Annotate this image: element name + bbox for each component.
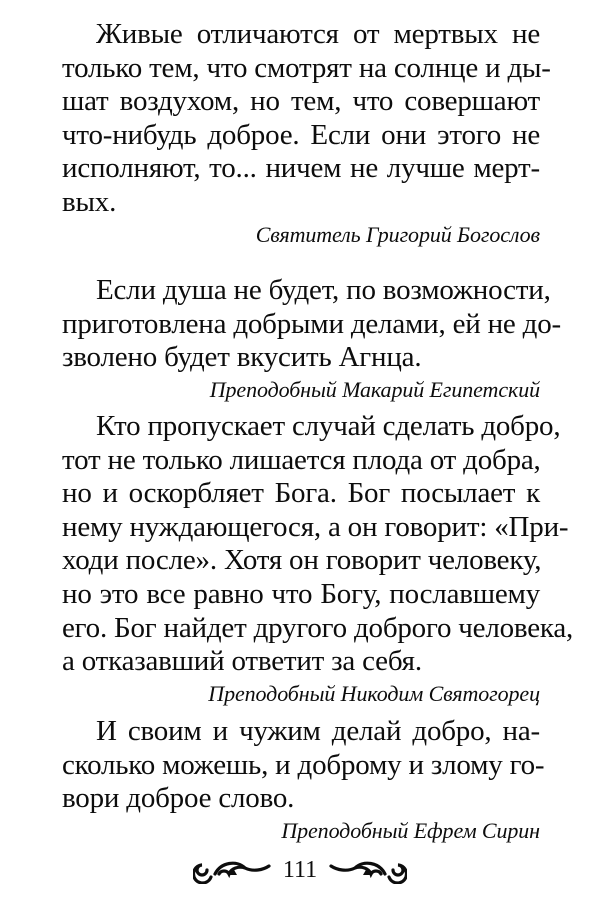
text-line: тот не только лишается плода от добра, bbox=[62, 443, 541, 476]
text-line: исполняют, то... ничем не лучше мерт- bbox=[62, 152, 540, 185]
text-line: а отказавший ответит за себя. bbox=[62, 645, 422, 678]
quote-4 bbox=[62, 715, 545, 846]
scroll-ornament-right-icon bbox=[327, 856, 407, 884]
quote-author: Преподобный Никодим Святогорец bbox=[208, 680, 540, 706]
text-line: Живые отличаются от мертвых не bbox=[96, 18, 540, 50]
quote-author: Преподобный Макарий Египетский bbox=[209, 376, 540, 402]
quote-text bbox=[62, 410, 574, 679]
text-line: вых. bbox=[62, 185, 117, 218]
quote-author: Святитель Григорий Богослов bbox=[255, 221, 540, 247]
text-line: только тем, что смотрят на солнце и ды- bbox=[62, 51, 551, 84]
text-line: нему нуждающегося, а он говорит: «При- bbox=[62, 510, 569, 543]
text-line: Кто пропускает случай сделать добро, bbox=[96, 410, 561, 442]
text-line: Если душа не будет, по возможности, bbox=[96, 274, 551, 306]
text-line: ходи после». Хотя он говорит человеку, bbox=[62, 544, 542, 577]
quote-2 bbox=[62, 274, 561, 405]
quote-text bbox=[62, 715, 545, 816]
scroll-ornament-left-icon bbox=[193, 856, 273, 884]
text-line: его. Бог найдет другого доброго человека, bbox=[62, 611, 574, 644]
page-footer bbox=[0, 856, 600, 884]
text-line: зволено будет вкусить Агнца. bbox=[62, 341, 422, 374]
quote-text bbox=[62, 18, 551, 220]
text-line: вори доброе слово. bbox=[62, 782, 295, 815]
page-number: 111 bbox=[282, 856, 318, 883]
text-line: но и оскорбляет Бога. Бог посылает к bbox=[62, 477, 540, 510]
text-line: И своим и чужим делай добро, на- bbox=[96, 715, 540, 747]
quote-author: Преподобный Ефрем Сирин bbox=[281, 817, 540, 843]
text-line: шат воздухом, но тем, что совершают bbox=[62, 85, 540, 118]
quote-1 bbox=[62, 18, 551, 250]
text-line: сколько можешь, и доброму и злому го- bbox=[62, 748, 545, 781]
quote-text bbox=[62, 274, 561, 375]
text-line: что-нибудь доброе. Если они этого не bbox=[62, 118, 540, 151]
text-line: приготовлена добрыми делами, ей не до- bbox=[62, 307, 561, 340]
text-line: но это все равно что Богу, пославшему bbox=[62, 577, 540, 610]
quote-3 bbox=[62, 410, 574, 709]
